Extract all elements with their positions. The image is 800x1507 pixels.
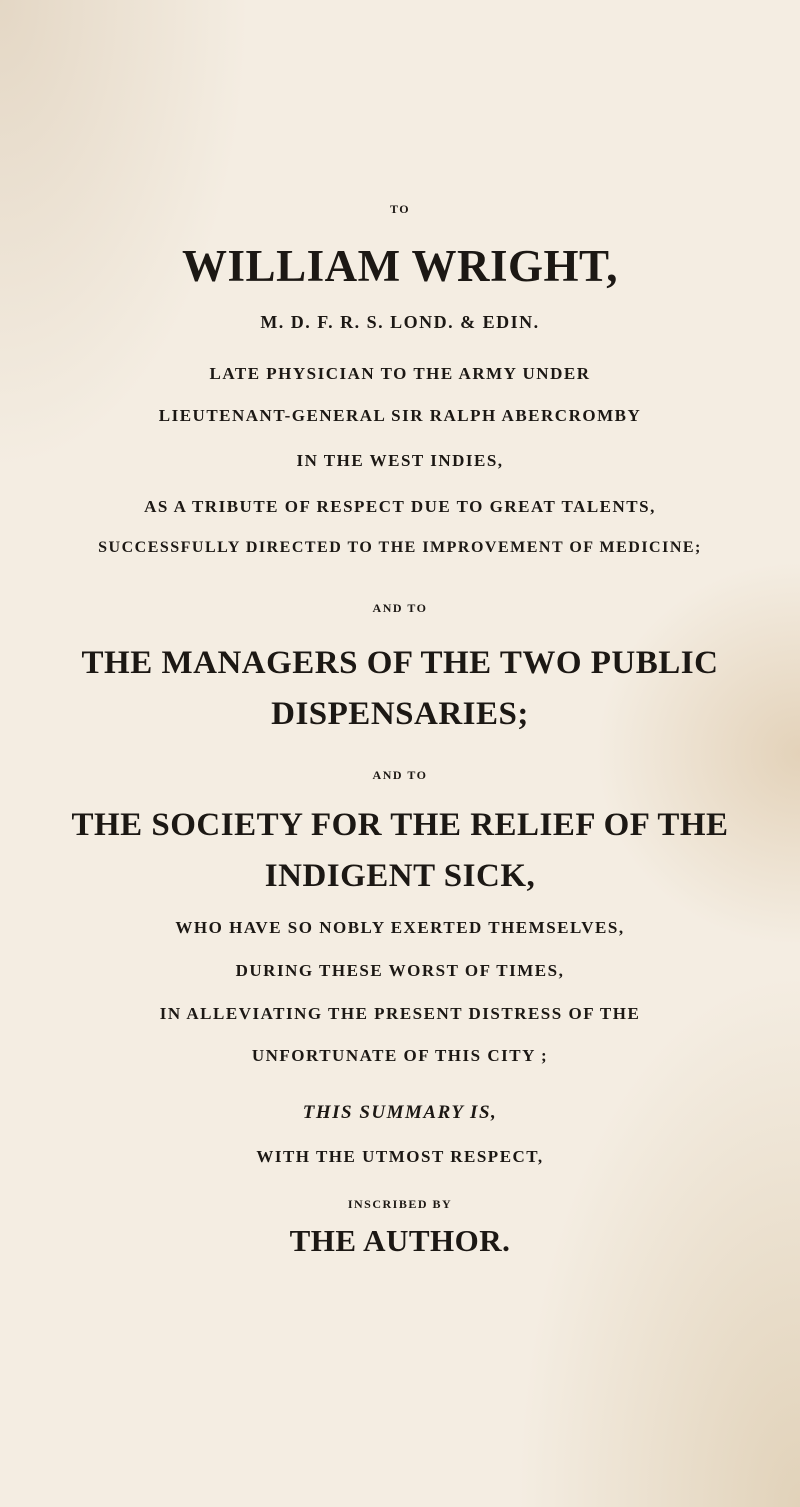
to-heading: TO — [389, 202, 411, 216]
dedication-line-2: LIEUTENANT-GENERAL SIR RALPH ABERCROMBY — [158, 406, 642, 425]
who-line-1: WHO HAVE SO NOBLY EXERTED THEMSELVES, — [175, 918, 625, 937]
dedication-line-5: SUCCESSFULLY DIRECTED TO THE IMPROVEMENT OF MEDICINE; — [98, 539, 702, 556]
who-line-3: IN ALLEVIATING THE PRESENT DISTRESS OF THE — [159, 1004, 641, 1023]
managers-line-1: THE MANAGERS OF THE TWO PUBLIC — [81, 645, 719, 681]
society-line-1: THE SOCIETY FOR THE RELIEF OF THE — [71, 807, 729, 843]
who-line-4: UNFORTUNATE OF THIS CITY ; — [251, 1046, 549, 1065]
dedication-line-4: AS A TRIBUTE OF RESPECT DUE TO GREAT TALENTS, — [144, 497, 656, 516]
dedicatee-degrees: M. D. F. R. S. LOND. & EDIN. — [260, 312, 540, 332]
dedication-line-1: LATE PHYSICIAN TO THE ARMY UNDER — [209, 364, 591, 383]
respect-line: WITH THE UTMOST RESPECT, — [256, 1147, 544, 1166]
managers-line-2: DISPENSARIES; — [271, 696, 529, 732]
inscribed-line: INSCRIBED BY — [347, 1197, 453, 1211]
author-line: THE AUTHOR. — [289, 1223, 511, 1258]
who-line-2: DURING THESE WORST OF TIMES, — [235, 961, 565, 980]
and-to-1: AND TO — [372, 601, 428, 615]
and-to-2: AND TO — [372, 768, 428, 782]
society-line-2: INDIGENT SICK, — [264, 858, 536, 894]
summary-line: THIS SUMMARY IS, — [302, 1102, 498, 1123]
dedication-line-3: IN THE WEST INDIES, — [296, 451, 504, 470]
dedicatee-name: WILLIAM WRIGHT, — [182, 241, 618, 291]
